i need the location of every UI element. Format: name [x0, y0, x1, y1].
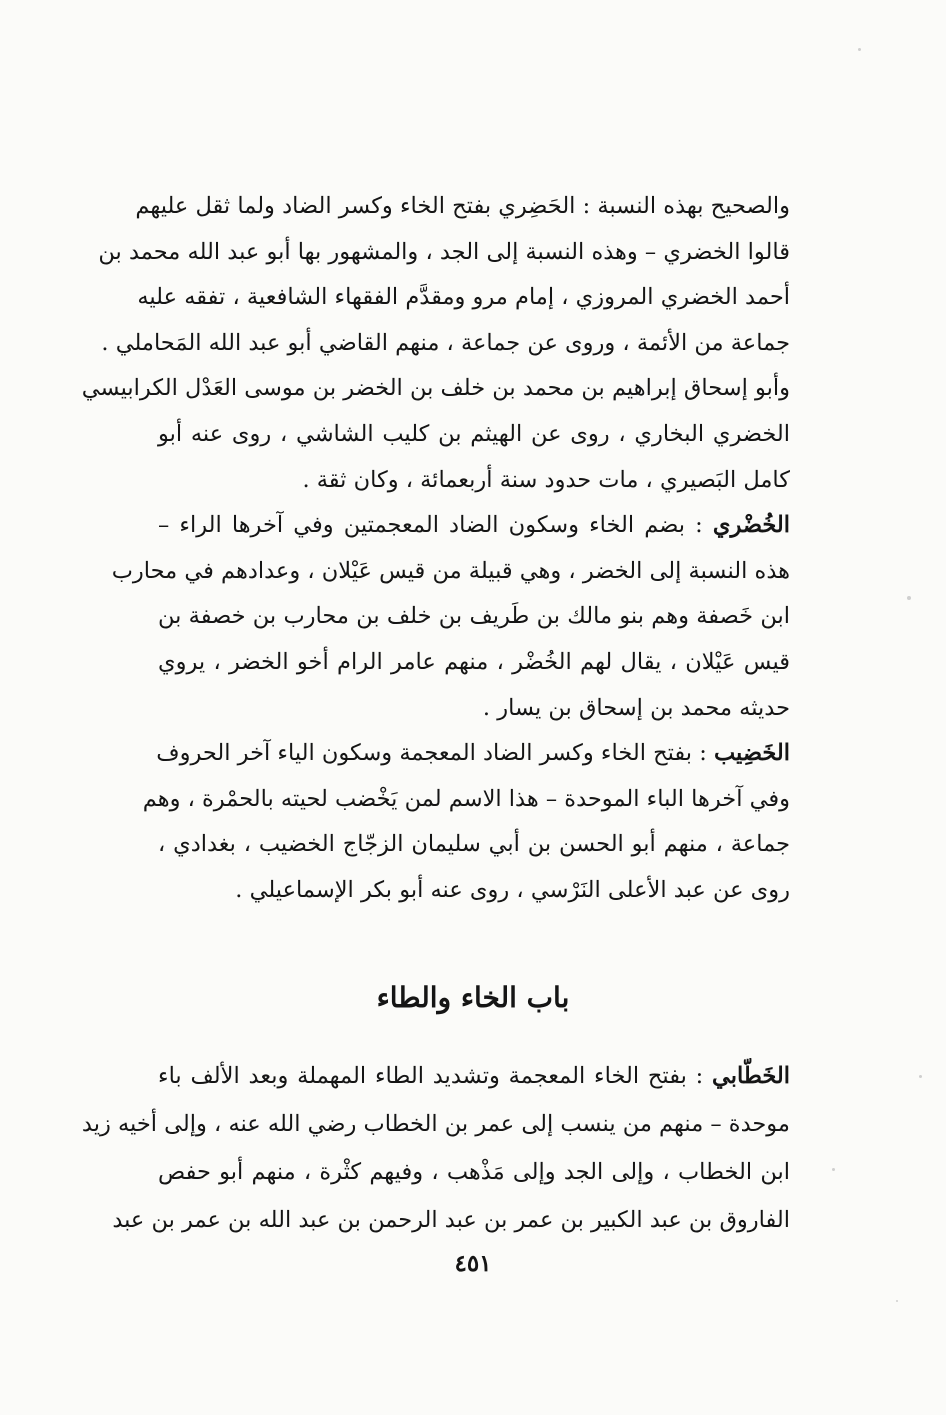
entry-definition-start: : بضم الخاء وسكون الضاد المعجمتين وفي آخرها الراء –	[158, 512, 713, 539]
text-line: الخضري البخاري ، روى عن الهيثم بن كليب الشاشي ، روى عنه أبو	[158, 420, 790, 447]
text-line: موحدة – منهم من ينسب إلى عمر بن الخطاب رضي الله عنه ، وإلى أخيه زيد	[81, 1111, 790, 1137]
paper-speck	[919, 1075, 922, 1078]
text-line: الفاروق بن عبد الكبير بن عمر بن عبد الرحمن بن عبد الله بن عمر بن عبد	[112, 1207, 790, 1233]
text-line: قالوا الخضري – وهذه النسبة إلى الجد ، والمشهور بها أبو عبد الله محمد بن	[98, 238, 790, 265]
entry-term: الخَضِيب	[713, 740, 790, 767]
text-line: ابن خَصفة وهم بنو مالك بن طَريف بن خلف بن محارب بن خصفة بن	[158, 603, 790, 630]
text-line: والصحيح بهذه النسبة : الحَضِري بفتح الخاء وكسر الضاد ولما ثقل عليهم	[135, 193, 790, 219]
entry-first-line	[158, 1052, 790, 1100]
text-line: وفي آخرها الباء الموحدة – هذا الاسم لمن يَخْضب لحيته بالحمْرة ، وهم	[142, 785, 790, 812]
text-line: وأبو إسحاق إبراهيم بن محمد بن خلف بن الخضر بن موسى العَدْل الكرابيسي	[81, 375, 790, 402]
text-line: جماعة ، منهم أبو الحسن بن أبي سليمان الزجّاج الخضيب ، بغدادي ،	[158, 831, 790, 858]
entry-first-line	[158, 731, 790, 777]
entry-definition-start: : بفتح الخاء المعجمة وتشديد الطاء المهملة وبعد الألف باء	[158, 1063, 713, 1089]
paper-speck	[832, 1168, 835, 1171]
section-heading: باب الخاء والطاء	[376, 981, 570, 1014]
entry-definition-start: : بفتح الخاء وكسر الضاد المعجمة وسكون الياء آخر الحروف	[156, 740, 714, 767]
main-text-bottom	[81, 1052, 790, 1244]
paper-speck	[896, 1300, 898, 1302]
paper-speck	[907, 596, 911, 600]
text-line: هذه النسبة إلى الخضر ، وهي قبيلة من قيس عَيْلان ، وعدادهم في محارب	[111, 557, 790, 584]
text-line: روى عن عبد الأعلى النَرْسي ، روى عنه أبو بكر الإسماعيلي .	[235, 876, 790, 903]
entry-term: الخُضْري	[712, 512, 790, 539]
entry-first-line	[158, 503, 790, 549]
entry-term: الخَطّابي	[712, 1063, 790, 1089]
text-line: قيس عَيْلان ، يقال لهم الخُضْر ، منهم عامر الرام أخو الخضر ، يروي	[158, 648, 790, 675]
main-text-top	[81, 184, 790, 914]
text-line: جماعة من الأئمة ، وروى عن جماعة ، منهم القاضي أبو عبد الله المَحاملي .	[101, 329, 790, 356]
text-line: حديثه محمد بن إسحاق بن يسار .	[482, 694, 790, 721]
page-number: ٤٥١	[454, 1250, 492, 1277]
text-line: ابن الخطاب ، وإلى الجد وإلى مَذْهب ، وفيهم كثْرة ، منهم أبو حفص	[158, 1159, 790, 1185]
text-line: كامل البَصيري ، مات حدود سنة أربعمائة ، وكان ثقة .	[302, 466, 790, 493]
text-line: أحمد الخضري المروزي ، إمام مرو ومقدَّم الفقهاء الشافعية ، تفقه عليه	[137, 284, 790, 311]
paper-speck	[858, 48, 861, 51]
